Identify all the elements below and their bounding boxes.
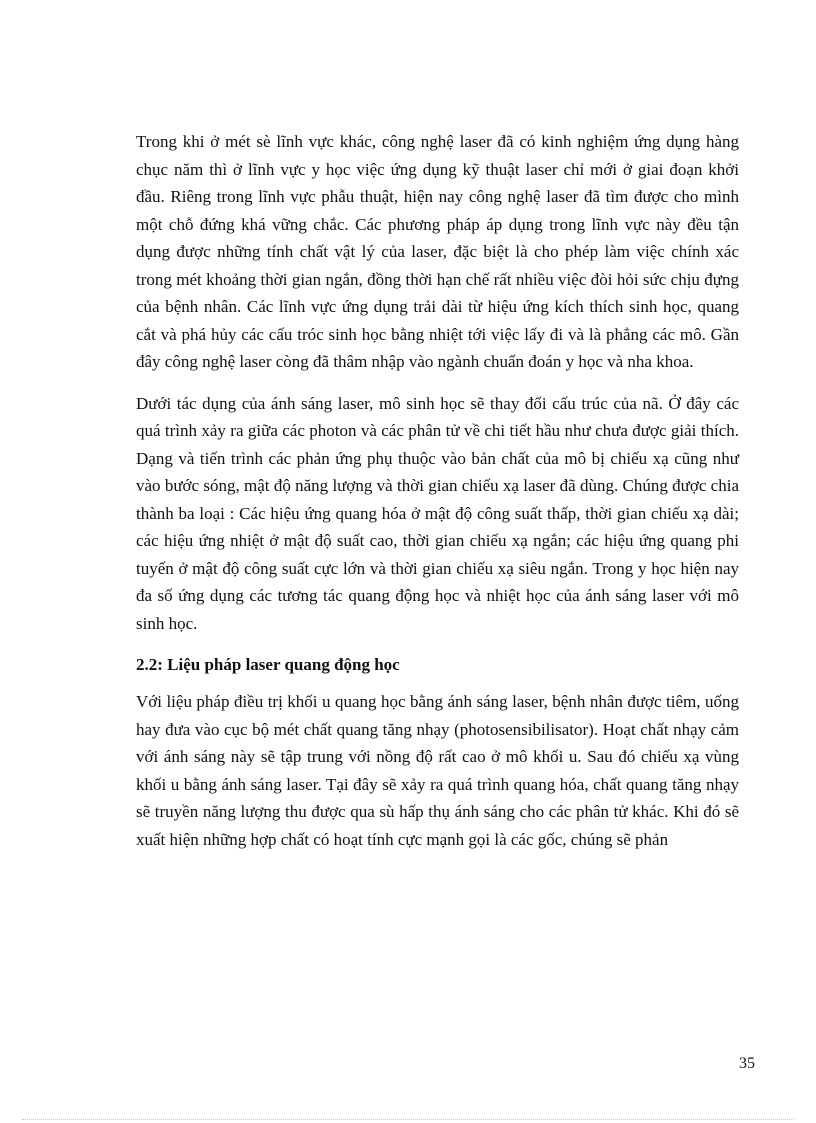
paragraph-photodynamic-therapy: Với liệu pháp điều trị khối u quang học bằng ánh sáng laser, bệnh nhân được tiêm, uống hay đưa vào cục bộ mét chất quang tăng nhạy (photosensibilisator). Hoạt chất nhạy cảm với ánh sáng này sẽ tập trung với nồng độ rất cao ở mô khối u. Sau đó chiếu xạ vùng khối u bằng ánh sáng laser. Tại đây sẽ xảy ra quá trình quang hóa, chất quang tăng nhạy sẽ truyền năng lượng thu được qua sù hấp thụ ánh sáng cho các phân tử khác. Khi đó sẽ xuất hiện những hợp chất có hoạt tính cực mạnh gọi là các gốc, chúng sẽ phản — [136, 692, 739, 849]
page-bottom-divider — [22, 1119, 794, 1120]
page-number: 35 — [739, 1055, 755, 1072]
section-heading: 2.2: Liệu pháp laser quang động học — [136, 655, 400, 674]
paragraph-laser-medical-applications: Trong khi ở mét sè lĩnh vực khác, công nghệ laser đã có kinh nghiệm ứng dụng hàng chục năm thì ở lĩnh vực y học việc ứng dụng kỹ thuật laser chỉ mới ở giai đoạn khởi đầu. Riêng trong lĩnh vực phẫu thuật, hiện nay công nghệ laser đã tìm được cho mình một chỗ đứng khá vững chắc. Các phương pháp áp dụng trong lĩnh vực này đều tận dụng được những tính chất vật lý của laser, đặc biệt là cho phép làm việc chính xác trong mét khoảng thời gian ngắn, đồng thời hạn chế rất nhiều việc đòi hỏi sức chịu đựng của bệnh nhân. Các lĩnh vực ứng dụng trải dài từ hiệu ứng kích thích sinh học, quang cắt và phá hủy các cấu tróc sinh học bằng nhiệt tới việc lấy đi và là phẳng các mô. Gần đây công nghệ laser còng đã thâm nhập vào ngành chuẩn đoán y học và nha khoa. — [136, 132, 739, 371]
page-content — [136, 128, 739, 853]
paragraph-tissue-interaction: Dưới tác dụng của ánh sáng laser, mô sinh học sẽ thay đổi cấu trúc của nã. Ở đây các quá trình xảy ra giữa các photon và các phân tử về chi tiết hầu như chưa được giải thích. Dạng và tiến trình các phản ứng phụ thuộc vào bản chất của mô bị chiếu xạ cũng như vào bước sóng, mật độ năng lượng và thời gian chiếu xạ laser đã dùng. Chúng được chia thành ba loại : Các hiệu ứng quang hóa ở mật độ công suất thấp, thời gian chiếu xạ dài; các hiệu ứng nhiệt ở mật độ suất cao, thời gian chiếu xạ ngắn; các hiệu ứng quang phi tuyến ở mật độ công suất cực lớn và thời gian chiếu xạ siêu ngắn. Trong y học hiện nay đa số ứng dụng các tương tác quang động học và nhiệt học của ánh sáng laser với mô sinh học. — [136, 393, 739, 633]
